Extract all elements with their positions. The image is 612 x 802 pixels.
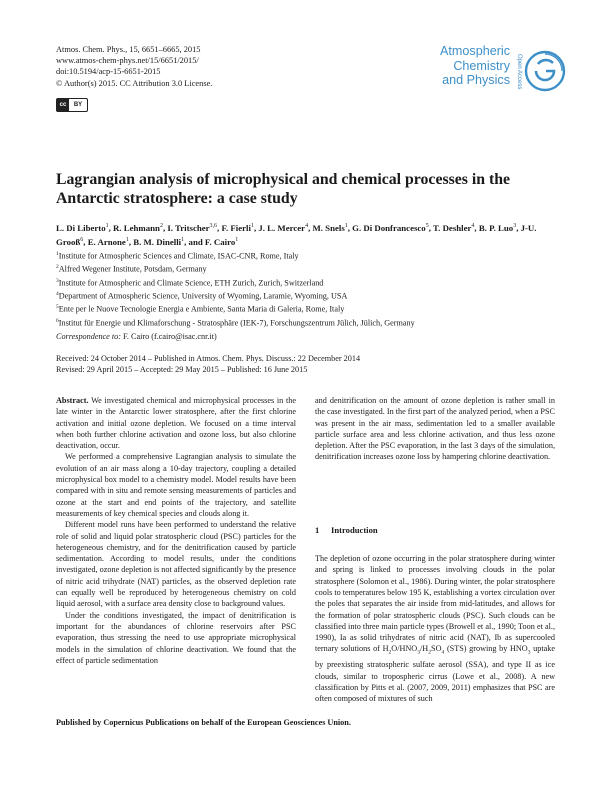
intro-text-b: (STS) growing by HNO — [444, 644, 528, 654]
affiliation-item: $^1$Institute for Atmospheric Sciences and Climate, ISAC-CNR, Rome, Italy — [56, 251, 299, 261]
cc-by-badge[interactable] — [56, 98, 88, 112]
affiliation-item: $^4$Department of Atmospheric Science, University of Wyoming, Laramie, Wyoming, USA — [56, 290, 348, 301]
author-name: F. Cairo$^1$ — [204, 236, 239, 247]
affiliation-item: $^2$Alfred Wegener Institute, Potsdam, Germany — [56, 264, 207, 275]
publication-history — [56, 353, 360, 376]
section-number: 1 — [315, 524, 320, 535]
logo-line-3: and Physics — [442, 73, 510, 87]
logo-line-2: Chemistry — [453, 58, 510, 73]
formula-sub: 2 — [428, 650, 432, 657]
author-name: B. M. Dinelli$^1$ — [133, 236, 185, 247]
paper-title: Lagrangian analysis of microphysical and chemical processes in the Antarctic stratosphere: a case study — [56, 171, 511, 207]
abstract-p5: and denitrification on the amount of ozone depletion is rather small in the case investigated. In the first part of the analyzed period, when a PSC was present in the air mass, sedimentation led to a smaller available particle surface area and less chlorine activation, and thus less ozone depletion. After the PSC evaporation, in the last 3 days of the simulation, denitrification increases ozone loss by hampering chlorine deactivation. — [315, 396, 555, 462]
formula-part: SO — [431, 644, 442, 654]
affiliation-list — [56, 249, 556, 329]
cc-icon: cc — [57, 99, 69, 111]
formula-part: O/HNO — [391, 644, 418, 654]
citation-line: Atmos. Chem. Phys., 15, 6651–6665, 2015 — [56, 45, 201, 54]
citation-license: © Author(s) 2015. CC Attribution 3.0 License. — [56, 78, 213, 88]
left-column — [56, 395, 296, 666]
abstract-p3: Different model runs have been performed to understand the relative role of solid and liquid polar stratospheric cloud (PSC) particles for the heterogeneous chemistry, and for the denitrification caused by particle sedimentation. According to model results, under the conditions investigated, ozone depletion is not affected significantly by the presence of nitric acid trihydrate (NAT) particles, as the observed depletion rate can equally well be reproduced by heterogeneous chemistry on cold liquid aerosol, with a surface area density close to background values. — [56, 520, 296, 609]
intro-text-a: The depletion of ozone occurring in the polar stratosphere during winter and spring is linked to processes involving clouds in the polar stratosphere (Solomon et al., 1986). During winter, the polar stratosphere cools to temperatures below 195 K, establishing a vortex circulation over the poles that separates the air inside from mid-latitudes, and allows for the formation of polar stratospheric clouds (PSC). Such clouds can be classified into three main particle types (Browell et al., 1990; Toon et al., 1990), Ia as solid trihydrates of nitric acid (NAT), Ib as supercooled ternary solutions of — [315, 554, 555, 654]
intro-paragraph — [315, 553, 555, 705]
abstract-p2: We performed a comprehensive Lagrangian analysis to simulate the evolution of an air mass along a 10-day trajectory, coupling a detailed microphysical box model to a chemistry model. Model results have been compared with in situ and remote sensing measurements of particles and ozone at the start and end points of the trajectory, and satellite measurements of key chemical species and clouds along it. — [56, 452, 296, 518]
affiliation-item: $^6$Institut für Energie und Klimaforschung - Stratosphäre (IEK-7), Forschungszentrum Jülich, Jülich, Germany — [56, 317, 415, 328]
author-name: B. P. Luo$^3$ — [478, 222, 517, 233]
abstract-label: Abstract. — [56, 396, 89, 405]
author-list: L. Di Liberto$^1$, R. Lehmann$^2$, I. Tritscher$^{3,6}$, F. Fierli$^1$, J. L. Mercer$^4$, M. Snels$^1$, G. Di Donfrancesco$^5$, T. Deshler$^4$, B. P. Luo$^3$, J-U. Grooß$^6$, E. Arnone$^1$, B. M. Dinelli$^1$, and F. Cairo$^1$ — [56, 222, 537, 247]
formula-part: H — [382, 644, 389, 654]
author-name: J. L. Mercer$^4$ — [258, 222, 309, 233]
history-line: Received: 24 October 2014 – Published in Atmos. Chem. Phys. Discuss.: 22 December 2014 — [56, 354, 361, 363]
right-column — [315, 395, 555, 705]
intro-text-c: uptake by preexisting stratospheric sulfate aerosol (SSA), and type II as ice clouds, similar to tropospheric cirrus (Lowe et al., 2008). A new classification by Pitts et al. (2007, 2009, 2011) emphasizes that PSC are often composed of mixtures of such — [315, 644, 556, 704]
formula-part: /H — [420, 644, 429, 654]
correspondence-label: Correspondence to: — [56, 332, 121, 341]
citation-doi[interactable]: doi:10.5194/acp-15-6651-2015 — [56, 67, 161, 77]
author-name: L. Di Liberto$^1$ — [56, 222, 109, 233]
correspondence-text[interactable]: F. Cairo (f.cairo@isac.cnr.it) — [123, 332, 217, 341]
author-name: E. Arnone$^1$ — [87, 236, 129, 247]
author-name: F. Fierli$^1$ — [221, 222, 254, 233]
affiliation-item: $^5$Ente per le Nuove Tecnologie Energia e Ambiente, Santa Maria di Galeria, Rome, Italy — [56, 304, 345, 315]
author-name: R. Lehmann$^2$ — [113, 222, 163, 233]
journal-logo-text — [430, 44, 510, 88]
correspondence — [56, 331, 217, 342]
formula-sub: 4 — [441, 650, 445, 657]
citation-url[interactable]: www.atmos-chem-phys.net/15/6651/2015/ — [56, 56, 199, 66]
logo-line-1: Atmospheric — [440, 44, 510, 58]
formula-sub: 3 — [417, 650, 421, 657]
author-name: I. Tritscher$^{3,6}$ — [167, 222, 218, 233]
abstract-paragraph — [56, 395, 296, 451]
author-name: M. Snels$^1$ — [312, 222, 348, 233]
journal-logo[interactable] — [430, 44, 560, 100]
by-icon: BY — [73, 102, 83, 108]
publisher-footer: Published by Copernicus Publications on behalf of the European Geosciences Union. — [56, 718, 351, 727]
author-name: J-U. Grooß$^6$ — [56, 222, 537, 247]
affiliation-item: $^3$Institute for Atmospheric and Climate Science, ETH Zurich, Zurich, Switzerland — [56, 277, 324, 288]
citation-block — [56, 44, 212, 89]
formula-sub: 3 — [527, 650, 531, 657]
author-name: T. Deshler$^4$ — [432, 222, 475, 233]
open-access-label: Open Access — [516, 54, 522, 90]
formula-sub: 2 — [388, 650, 392, 657]
author-name: G. Di Donfrancesco$^5$ — [352, 222, 429, 233]
section-title: Introduction — [331, 524, 378, 535]
history-line: Revised: 29 April 2015 – Accepted: 29 May 2015 – Published: 16 June 2015 — [56, 365, 308, 375]
section-heading-introduction — [315, 525, 555, 536]
abstract-p4: Under the conditions investigated, the impact of denitrification is important for the abundances of chlorine reservoirs after PSC evaporation, thus stressing the need to use appropriate microphysical models in the simulation of chlorine deactivation. We found that the effect of particle sedimentation — [56, 610, 296, 665]
egu-logo-icon — [524, 50, 566, 92]
abstract-p1: We investigated chemical and microphysical processes in the late winter in the Antarctic lower stratosphere, after the first chlorine activation and initial ozone depletion. We focused on a time interval when both further chlorine activation and ozone loss, but also chlorine deactivation, occur. — [56, 396, 297, 451]
